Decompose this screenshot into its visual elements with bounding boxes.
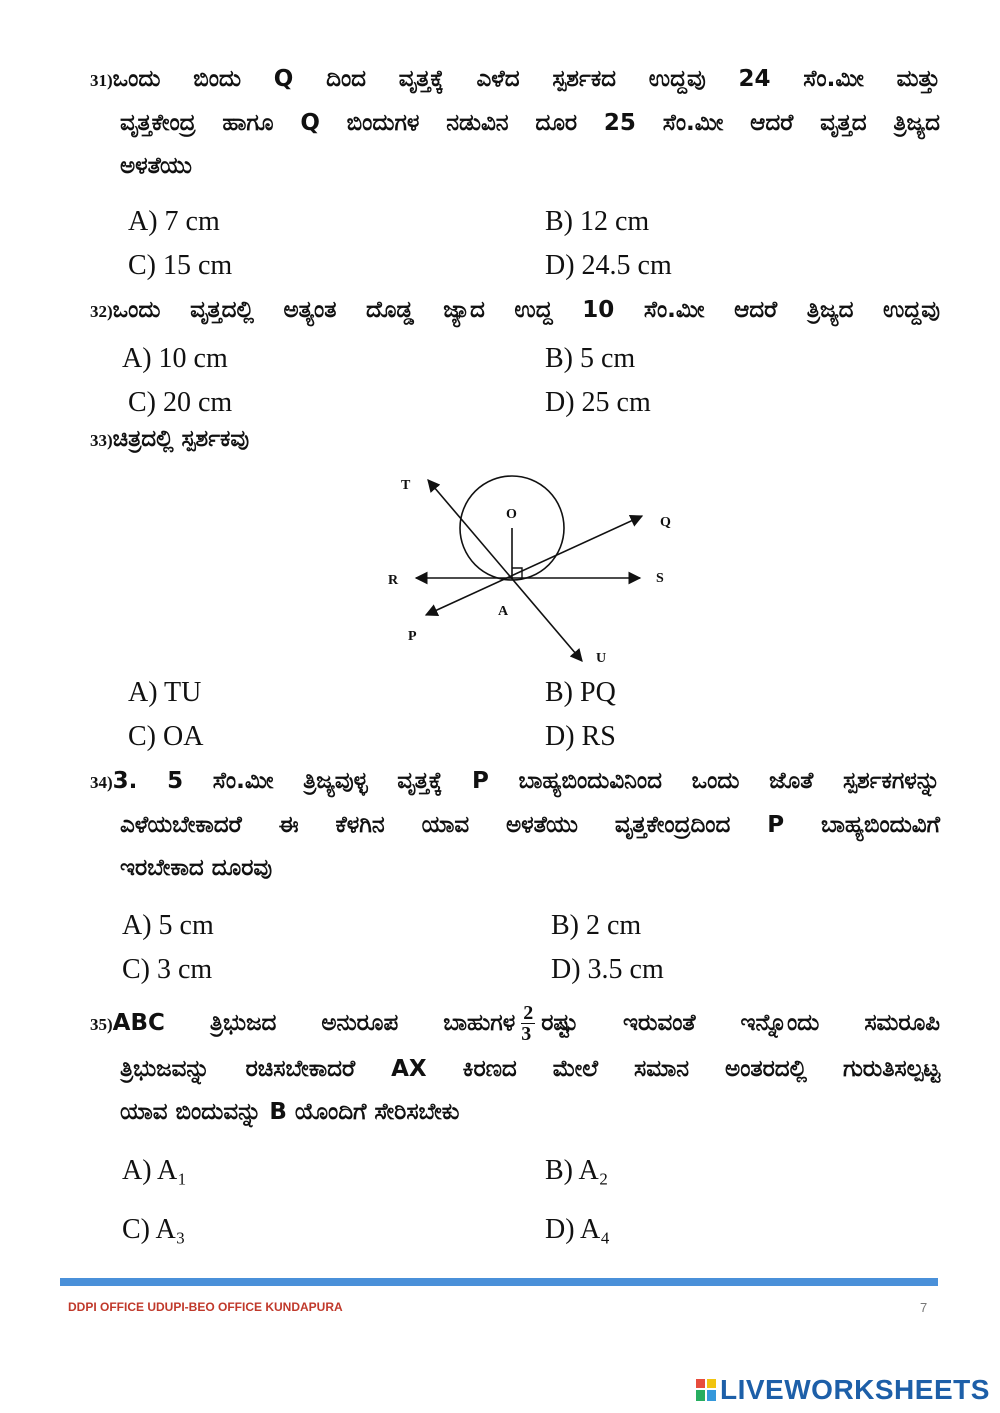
label-r: R	[388, 573, 399, 588]
footer-divider	[60, 1278, 938, 1286]
q31-option-c[interactable]: C) 15 cm	[128, 250, 233, 281]
q32-option-d[interactable]: D) 25 cm	[545, 387, 651, 418]
footer-office: DDPI OFFICE UDUPI-BEO OFFICE KUNDAPURA	[68, 1300, 343, 1314]
q34-line-2: ಎಳೆಯಬೇಕಾದರೆ ಈ ಕೆಳಗಿನ ಯಾವ ಅಳತೆಯು ವೃತ್ತಕೇಂದ್ರದಿಂದ P ಬಾಹ್ಯಬಿಂದುವಿಗೆ	[120, 812, 940, 838]
question-35	[90, 1000, 940, 1134]
q35-option-c[interactable]: C) A₃	[122, 1214, 186, 1245]
q35-option-a[interactable]: A) A₁	[122, 1155, 187, 1186]
q34-option-d[interactable]: D) 3.5 cm	[551, 954, 664, 985]
q31-line-2: ವೃತ್ತಕೇಂದ್ರ ಹಾಗೂ Q ಬಿಂದುಗಳ ನಡುವಿನ ದೂರ 25 ಸೆಂ.ಮೀ ಆದರೆ ವೃತ್ತದ ತ್ರಿಜ್ಯದ	[120, 110, 940, 136]
q34-option-c[interactable]: C) 3 cm	[122, 954, 213, 985]
q34-line-1: 34)3. 5 ಸೆಂ.ಮೀ ತ್ರಿಜ್ಯವುಳ್ಳ ವೃತ್ತಕ್ಕೆ P ಬಾಹ್ಯಬಿಂದುವಿನಿಂದ ಒಂದು ಜೊತೆ ಸ್ಪರ್ಶಕಗಳನ್ನು	[90, 768, 940, 794]
q31-line-1: 31)ಒಂದು ಬಿಂದು Q ದಿಂದ ವೃತ್ತಕ್ಕೆ ಎಳೆದ ಸ್ಪರ್ಶಕದ ಉದ್ದವು 24 ಸೆಂ.ಮೀ ಮತ್ತು	[90, 66, 940, 92]
label-o: O	[506, 507, 517, 522]
q34-line-3: ಇರಬೇಕಾದ ದೂರವು	[120, 855, 273, 881]
q35-line-3: ಯಾವ ಬಿಂದುವನ್ನು B ಯೊಂದಿಗೆ ಸೇರಿಸಬೇಕು	[120, 1099, 460, 1125]
label-q: Q	[660, 515, 671, 530]
q32-number: 32)	[90, 302, 113, 321]
q32-option-a[interactable]: A) 10 cm	[122, 343, 228, 374]
q34-number: 34)	[90, 773, 113, 792]
question-32	[90, 289, 940, 333]
q32-option-c[interactable]: C) 20 cm	[128, 387, 233, 418]
q33-option-b[interactable]: B) PQ	[545, 677, 616, 708]
fraction-two-thirds: $\frac{2}{3}$	[521, 1002, 534, 1045]
tangent-diagram	[380, 468, 680, 673]
liveworksheets-logo-icon	[696, 1379, 716, 1401]
page-number: 7	[920, 1300, 928, 1315]
label-s: S	[656, 571, 664, 586]
label-p: P	[408, 629, 417, 644]
question-33	[90, 418, 940, 462]
label-u: U	[596, 651, 607, 666]
q35-option-d[interactable]: D) A₄	[545, 1214, 610, 1245]
q33-option-d[interactable]: D) RS	[545, 721, 616, 752]
question-34	[90, 760, 940, 890]
q31-option-a[interactable]: A) 7 cm	[128, 206, 220, 237]
q33-number: 33)	[90, 431, 113, 450]
brand-name: LIVEWORKSHEETS	[720, 1374, 990, 1405]
q35-line-2: ತ್ರಿಭುಜವನ್ನು ರಚಿಸಬೇಕಾದರೆ AX ಕಿರಣದ ಮೇಲೆ ಸಮಾನ ಅಂತರದಲ್ಲಿ ಗುರುತಿಸಲ್ಪಟ್ಟ	[120, 1056, 940, 1082]
q33-option-c[interactable]: C) OA	[128, 721, 204, 752]
q35-line-1: 35)ABC ತ್ರಿಭುಜದ ಅನುರೂಪ ಬಾಹುಗಳ $\frac{2}{3}$ ರಷ್ಟು ಇರುವಂತೆ ಇನ್ನೊಂದು ಸಮರೂಪಿ	[90, 1002, 940, 1045]
label-a: A	[498, 604, 509, 619]
q34-option-b[interactable]: B) 2 cm	[551, 910, 642, 941]
q31-line-3: ಅಳತೆಯು	[120, 153, 192, 179]
label-t: T	[401, 478, 411, 493]
liveworksheets-brand[interactable]	[696, 1374, 990, 1406]
q31-option-b[interactable]: B) 12 cm	[545, 206, 650, 237]
q34-option-a[interactable]: A) 5 cm	[122, 910, 214, 941]
q32-option-b[interactable]: B) 5 cm	[545, 343, 636, 374]
q33-line-1: 33)ಚಿತ್ರದಲ್ಲಿ ಸ್ಪರ್ಶಕವು	[90, 426, 250, 452]
q33-option-a[interactable]: A) TU	[128, 677, 202, 708]
question-31	[90, 58, 940, 188]
q35-option-b[interactable]: B) A₂	[545, 1155, 609, 1186]
q35-number: 35)	[90, 1015, 113, 1034]
q32-line-1: 32)ಒಂದು ವೃತ್ತದಲ್ಲಿ ಅತ್ಯಂತ ದೊಡ್ಡ ಜ್ಯಾದ ಉದ್ದ 10 ಸೆಂ.ಮೀ ಆದರೆ ತ್ರಿಜ್ಯದ ಉದ್ದವು	[90, 297, 940, 323]
line-pq	[426, 516, 642, 615]
q31-number: 31)	[90, 71, 113, 90]
q31-option-d[interactable]: D) 24.5 cm	[545, 250, 672, 281]
